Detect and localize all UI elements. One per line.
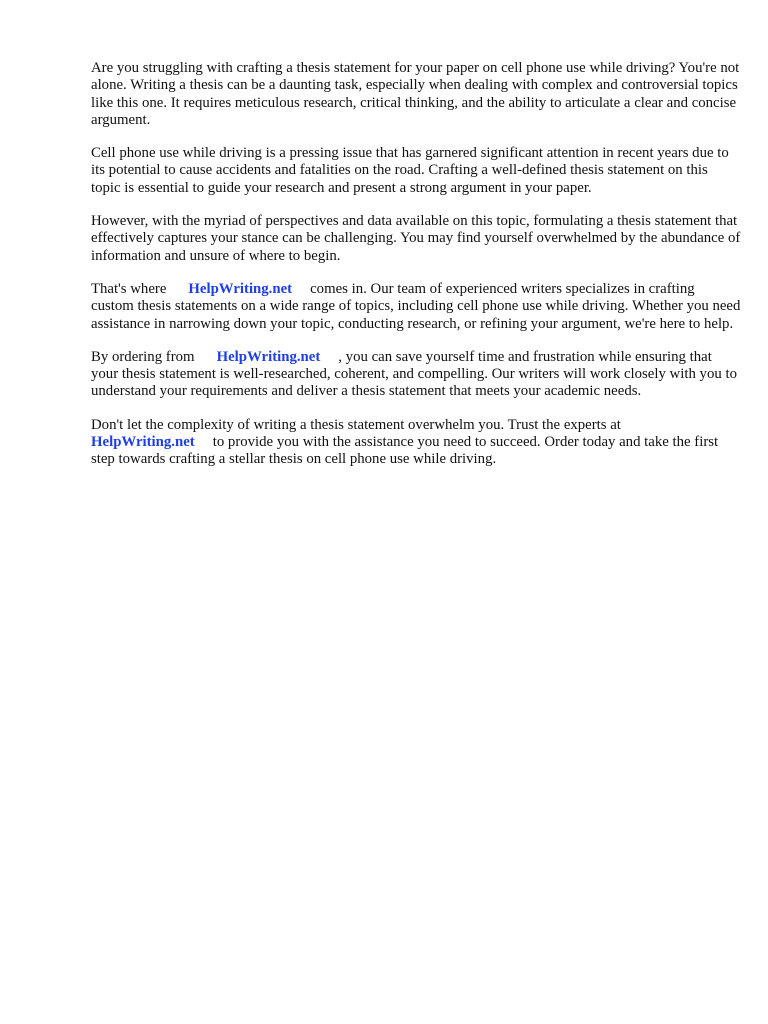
- closing-lead-text: Don't let the complexity of writing a thesis statement overwhelm you. Trust the experts at: [91, 416, 621, 433]
- paragraph-challenge: [91, 213, 741, 265]
- paragraph-closing: [91, 417, 741, 469]
- paragraph-ordering: [91, 349, 741, 401]
- closing-body-text: to provide you with the assistance you need to succeed. Order today and take the first step towards crafting a stellar thesis on cell phone use while driving.: [91, 434, 719, 468]
- paragraph-service: [91, 281, 741, 333]
- paragraph-challenge-text: However, with the myriad of perspectives and data available on this topic, formulating a thesis statement that effectively captures your stance can be challenging. You may find yourself overwhelmed by the abundance of information and unsure of where to begin.: [91, 213, 741, 264]
- paragraph-intro: Are you struggling with crafting a thesis statement for your paper on cell phone use while driving? You're not alone. Writing a thesis can be a daunting task, especially when dealing with complex and controversial topics like this one. It requires meticulous research, critical thinking, and the ability to articulate a clear and concise argument.: [91, 60, 740, 128]
- ordering-body-text: , you can save yourself time and frustration while ensuring that your thesis statement is well-researched, coherent, and compelling. Our writers will work closely with you to understand your requirements and deliver a thesis statement that meets your academic needs.: [91, 348, 737, 400]
- service-body-text: comes in. Our team of experienced writers specializes in crafting custom thesis statements on a wide range of topics, including cell phone use while driving. Whether you need assistance in narrowing down your topic, conducting research, or refining your argument, we're here to help.: [91, 280, 741, 332]
- helpwriting-link-2[interactable]: HelpWriting.net: [216, 348, 321, 365]
- helpwriting-link-1[interactable]: HelpWriting.net: [188, 280, 293, 297]
- paragraph-issue: Cell phone use while driving is a pressing issue that has garnered significant attention in recent years due to its potential to cause accidents and fatalities on the road. Crafting a well-defined thesis statement on this topic is essential to guide your research and present a strong argument in your paper.: [91, 145, 729, 196]
- ordering-lead-text: By ordering from: [91, 348, 195, 365]
- service-lead-text: That's where: [91, 280, 167, 297]
- document-body: [91, 60, 741, 485]
- helpwriting-link-3[interactable]: HelpWriting.net: [91, 434, 195, 451]
